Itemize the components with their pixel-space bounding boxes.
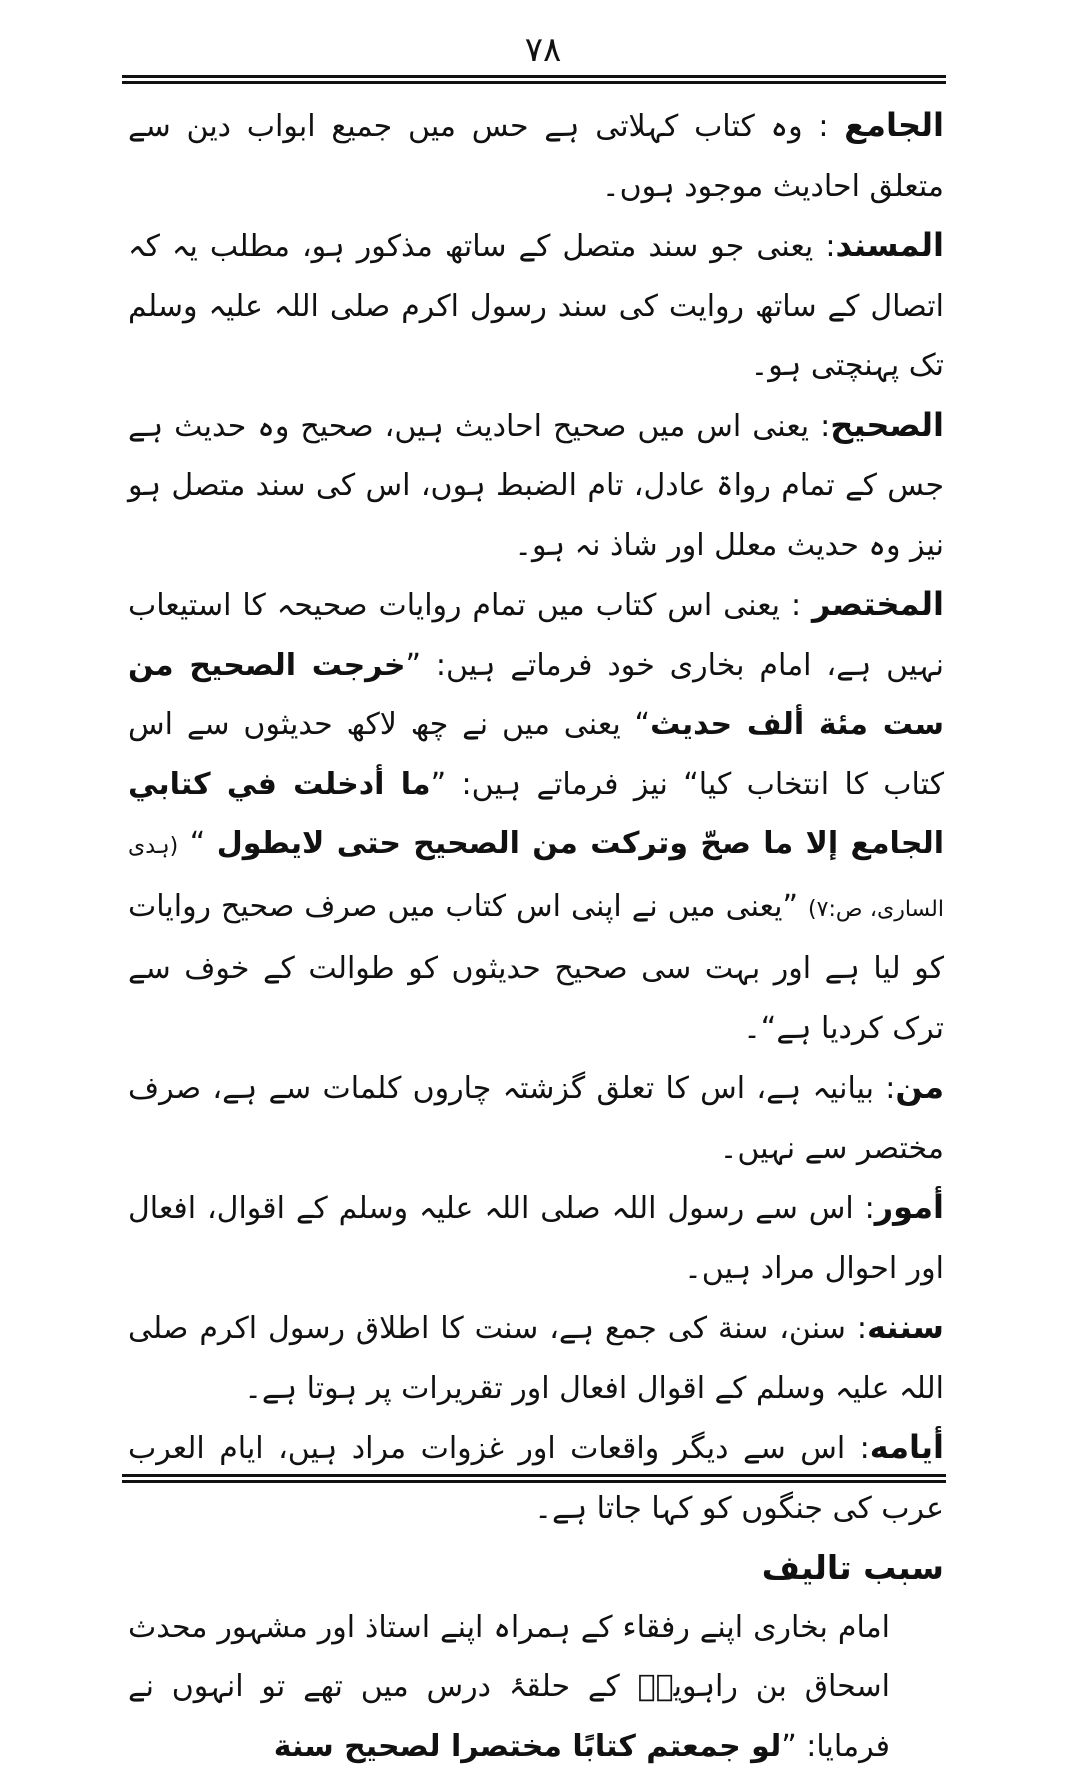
mukhtasar-text-2: “ یعنی میں نے چھ لاکھ حدیثوں سے اس کتاب کا انتخاب کیا“ نیز فرماتے ہیں: ” <box>128 707 944 802</box>
term-mukhtasar: المختصر <box>812 585 944 623</box>
entry-sahih <box>128 396 944 576</box>
entry-separator: : <box>854 1191 875 1226</box>
entry-sunanihi <box>128 1298 944 1418</box>
entry-separator: : <box>813 229 835 264</box>
header-rule-top <box>122 75 946 78</box>
entry-min <box>128 1058 944 1178</box>
arabic-quote-1: خرجت الصحیح من ست مئة ألف حدیث <box>128 648 944 743</box>
entry-ayyamihi <box>128 1418 944 1538</box>
definition-min: بیانیہ ہے، اس کا تعلق گزشتہ چاروں کلمات سے ہے، صرف مختصر سے نہیں۔ <box>128 1071 944 1166</box>
definition-sunanihi: سنن، سنة کی جمع ہے، سنت کا اطلاق رسول اکرم صلی اللہ علیہ وسلم کے اقوال افعال اور تقریرات پر ہوتا ہے۔ <box>128 1311 944 1406</box>
term-ayyamihi: أیامه <box>870 1428 944 1466</box>
closing-paragraph <box>128 1598 944 1776</box>
term-sunanihi: سننه <box>867 1308 944 1346</box>
footer-rule-bottom <box>122 1480 946 1483</box>
entry-separator: : <box>846 1311 867 1346</box>
entry-jami <box>128 96 944 216</box>
entry-musnad <box>128 216 944 396</box>
mukhtasar-text-1: یعنی اس کتاب میں تمام روایات صحیحہ کا استیعاب نہیں ہے، امام بخاری خود فرماتے ہیں: ” <box>128 588 944 683</box>
definition-umur: اس سے رسول اللہ صلی اللہ علیہ وسلم کے اقوال، افعال اور احوال مراد ہیں۔ <box>128 1191 944 1286</box>
mukhtasar-text-3: “ <box>178 826 216 861</box>
entry-mukhtasar <box>128 575 944 1058</box>
footer-rule-top <box>122 1474 946 1477</box>
term-sahih: الصحیح <box>830 406 944 444</box>
entry-separator: : <box>845 1431 870 1466</box>
entry-separator: : <box>803 109 845 144</box>
definition-jami: وہ کتاب کہلاتی ہے حس میں جمیع ابواب دین سے متعلق احادیث موجود ہوں۔ <box>128 109 944 204</box>
closing-arabic-quote: لو جمعتم كتابًا مختصرا لصحیح سنة <box>274 1729 781 1764</box>
term-min: من <box>895 1068 944 1106</box>
header-rule-bottom <box>122 81 946 84</box>
entry-separator: : <box>809 409 830 444</box>
term-musnad: المسند <box>835 226 944 264</box>
entry-separator: : <box>780 588 812 623</box>
term-jami: الجامع <box>844 106 944 144</box>
closing-text: امام بخاری اپنے رفقاء کے ہمراہ اپنے استاذ اور مشہور محدث اسحاق بن راہویہؒ کے حلقۂ درس میں تھے تو انہوں نے فرمایا: ” <box>128 1610 890 1764</box>
entry-umur <box>128 1178 944 1298</box>
page-body <box>128 96 944 1776</box>
reference-citation: (ہدی الساری، ص:۷) <box>128 834 944 922</box>
entry-separator: : <box>874 1071 895 1106</box>
section-heading: سبب تالیف <box>128 1538 944 1598</box>
term-umur: أمور <box>875 1188 944 1226</box>
definition-musnad: یعنی جو سند متصل کے ساتھ مذکور ہو، مطلب یہ کہ اتصال کے ساتھ روایت کی سند رسول اکرم صلی اللہ علیہ وسلم تک پہنچتی ہو۔ <box>128 229 944 383</box>
arabic-quote-2: ما أدخلت في كتابي الجامع إلا ما صحّ وتركت من الصحیح حتى لایطول <box>128 767 944 862</box>
definition-ayyamihi: اس سے دیگر واقعات اور غزوات مراد ہیں، ایام العرب عرب کی جنگوں کو کہا جاتا ہے۔ <box>128 1431 944 1526</box>
page-number: ۷۸ <box>0 30 1086 70</box>
mukhtasar-text-4: ”یعنی میں نے اپنی اس کتاب میں صرف صحیح روایات کو لیا ہے اور بہت سی صحیح حدیثوں کو طوالت کے خوف سے ترک کردیا ہے“۔ <box>128 889 944 1046</box>
definition-sahih: یعنی اس میں صحیح احادیث ہیں، صحیح وہ حدیث ہے جس کے تمام رواۃ عادل، تام الضبط ہوں، اس کی سند متصل ہو نیز وہ حدیث معلل اور شاذ نہ ہو۔ <box>128 409 944 563</box>
